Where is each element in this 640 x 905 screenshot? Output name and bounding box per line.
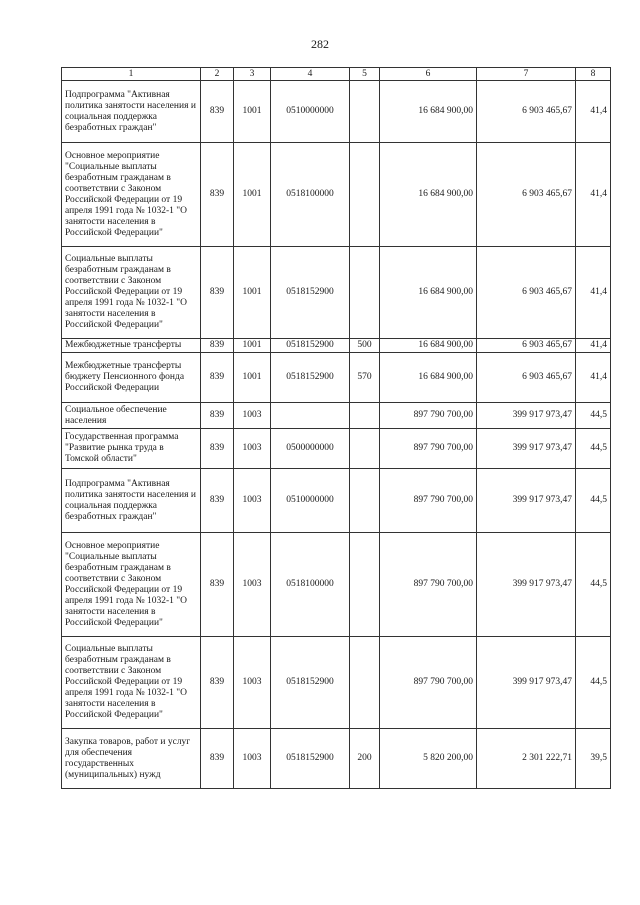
table-row xyxy=(62,81,611,143)
cell-percent: 41,4 xyxy=(576,353,611,403)
cell-admin-code: 839 xyxy=(201,143,234,247)
cell-admin-code: 839 xyxy=(201,637,234,729)
cell-percent: 39,5 xyxy=(576,729,611,789)
cell-target-article: 0500000000 xyxy=(271,429,350,469)
cell-percent: 44,5 xyxy=(576,469,611,533)
column-header: 8 xyxy=(576,68,611,81)
cell-plan-amount: 16 684 900,00 xyxy=(380,143,477,247)
cell-expense-type xyxy=(350,403,380,429)
cell-target-article: 0518152900 xyxy=(271,729,350,789)
cell-section-code: 1003 xyxy=(234,533,271,637)
column-header: 7 xyxy=(477,68,576,81)
cell-actual-amount: 399 917 973,47 xyxy=(477,469,576,533)
cell-expense-type xyxy=(350,81,380,143)
cell-section-code: 1003 xyxy=(234,469,271,533)
column-header: 6 xyxy=(380,68,477,81)
cell-plan-amount: 5 820 200,00 xyxy=(380,729,477,789)
cell-expense-type: 500 xyxy=(350,339,380,353)
cell-name: Социальные выплаты безработным гражданам в соответствии с Законом Российской Федерации от 19 апреля 1991 года № 1032-1 "О занятости населения в Российской Федерации" xyxy=(62,247,201,339)
cell-admin-code: 839 xyxy=(201,403,234,429)
cell-actual-amount: 6 903 465,67 xyxy=(477,339,576,353)
cell-name: Социальные выплаты безработным гражданам в соответствии с Законом Российской Федерации от 19 апреля 1991 года № 1032-1 "О занятости населения в Российской Федерации" xyxy=(62,637,201,729)
cell-plan-amount: 897 790 700,00 xyxy=(380,533,477,637)
cell-section-code: 1001 xyxy=(234,143,271,247)
column-header: 2 xyxy=(201,68,234,81)
table-row xyxy=(62,247,611,339)
column-header: 5 xyxy=(350,68,380,81)
page-number: 282 xyxy=(311,37,329,51)
cell-name: Государственная программа "Развитие рынка труда в Томской области" xyxy=(62,429,201,469)
cell-section-code: 1003 xyxy=(234,637,271,729)
table-row xyxy=(62,143,611,247)
table-row xyxy=(62,339,611,353)
cell-target-article: 0518100000 xyxy=(271,533,350,637)
cell-target-article: 0510000000 xyxy=(271,81,350,143)
cell-section-code: 1003 xyxy=(234,429,271,469)
cell-target-article: 0518152900 xyxy=(271,247,350,339)
cell-plan-amount: 16 684 900,00 xyxy=(380,247,477,339)
cell-plan-amount: 16 684 900,00 xyxy=(380,353,477,403)
cell-admin-code: 839 xyxy=(201,533,234,637)
cell-percent: 41,4 xyxy=(576,143,611,247)
cell-section-code: 1003 xyxy=(234,729,271,789)
column-header: 3 xyxy=(234,68,271,81)
cell-plan-amount: 897 790 700,00 xyxy=(380,429,477,469)
cell-admin-code: 839 xyxy=(201,339,234,353)
cell-percent: 41,4 xyxy=(576,339,611,353)
cell-section-code: 1001 xyxy=(234,247,271,339)
cell-admin-code: 839 xyxy=(201,729,234,789)
cell-actual-amount: 6 903 465,67 xyxy=(477,247,576,339)
cell-name: Межбюджетные трансферты xyxy=(62,339,201,353)
cell-target-article: 0518152900 xyxy=(271,637,350,729)
cell-percent: 44,5 xyxy=(576,403,611,429)
cell-name: Социальное обеспечение населения xyxy=(62,403,201,429)
cell-plan-amount: 16 684 900,00 xyxy=(380,339,477,353)
cell-name: Подпрограмма "Активная политика занятости населения и социальная поддержка безработных граждан" xyxy=(62,81,201,143)
cell-target-article: 0518100000 xyxy=(271,143,350,247)
cell-section-code: 1001 xyxy=(234,353,271,403)
cell-plan-amount: 897 790 700,00 xyxy=(380,403,477,429)
cell-name: Закупка товаров, работ и услуг для обеспечения государственных (муниципальных) нужд xyxy=(62,729,201,789)
table-row xyxy=(62,533,611,637)
table-row xyxy=(62,403,611,429)
cell-actual-amount: 6 903 465,67 xyxy=(477,81,576,143)
cell-percent: 44,5 xyxy=(576,637,611,729)
table-header-row xyxy=(62,68,611,81)
column-header: 4 xyxy=(271,68,350,81)
cell-expense-type xyxy=(350,469,380,533)
cell-expense-type xyxy=(350,637,380,729)
cell-target-article xyxy=(271,403,350,429)
cell-admin-code: 839 xyxy=(201,353,234,403)
budget-table xyxy=(61,67,611,789)
cell-actual-amount: 399 917 973,47 xyxy=(477,403,576,429)
cell-plan-amount: 897 790 700,00 xyxy=(380,469,477,533)
cell-expense-type xyxy=(350,533,380,637)
table-row xyxy=(62,637,611,729)
cell-percent: 44,5 xyxy=(576,429,611,469)
cell-expense-type: 200 xyxy=(350,729,380,789)
cell-actual-amount: 399 917 973,47 xyxy=(477,637,576,729)
cell-plan-amount: 16 684 900,00 xyxy=(380,81,477,143)
cell-name: Основное мероприятие "Социальные выплаты безработным гражданам в соответствии с Законом Российской Федерации от 19 апреля 1991 года № 1032-1 "О занятости населения в Российской Федерации" xyxy=(62,143,201,247)
cell-name: Межбюджетные трансферты бюджету Пенсионного фонда Российской Федерации xyxy=(62,353,201,403)
cell-section-code: 1001 xyxy=(234,81,271,143)
cell-expense-type xyxy=(350,143,380,247)
column-header: 1 xyxy=(62,68,201,81)
cell-percent: 41,4 xyxy=(576,247,611,339)
cell-section-code: 1001 xyxy=(234,339,271,353)
cell-actual-amount: 6 903 465,67 xyxy=(477,353,576,403)
cell-actual-amount: 2 301 222,71 xyxy=(477,729,576,789)
cell-actual-amount: 6 903 465,67 xyxy=(477,143,576,247)
cell-admin-code: 839 xyxy=(201,247,234,339)
cell-target-article: 0518152900 xyxy=(271,353,350,403)
cell-percent: 41,4 xyxy=(576,81,611,143)
cell-name: Подпрограмма "Активная политика занятости населения и социальная поддержка безработных граждан" xyxy=(62,469,201,533)
cell-target-article: 0518152900 xyxy=(271,339,350,353)
cell-admin-code: 839 xyxy=(201,429,234,469)
table-row xyxy=(62,469,611,533)
cell-admin-code: 839 xyxy=(201,469,234,533)
table-row xyxy=(62,429,611,469)
cell-target-article: 0510000000 xyxy=(271,469,350,533)
cell-admin-code: 839 xyxy=(201,81,234,143)
cell-section-code: 1003 xyxy=(234,403,271,429)
cell-actual-amount: 399 917 973,47 xyxy=(477,533,576,637)
cell-expense-type xyxy=(350,429,380,469)
cell-name: Основное мероприятие "Социальные выплаты безработным гражданам в соответствии с Законом Российской Федерации от 19 апреля 1991 года № 1032-1 "О занятости населения в Российской Федерации" xyxy=(62,533,201,637)
cell-percent: 44,5 xyxy=(576,533,611,637)
cell-plan-amount: 897 790 700,00 xyxy=(380,637,477,729)
cell-actual-amount: 399 917 973,47 xyxy=(477,429,576,469)
table-row xyxy=(62,353,611,403)
cell-expense-type: 570 xyxy=(350,353,380,403)
cell-expense-type xyxy=(350,247,380,339)
table-row xyxy=(62,729,611,789)
